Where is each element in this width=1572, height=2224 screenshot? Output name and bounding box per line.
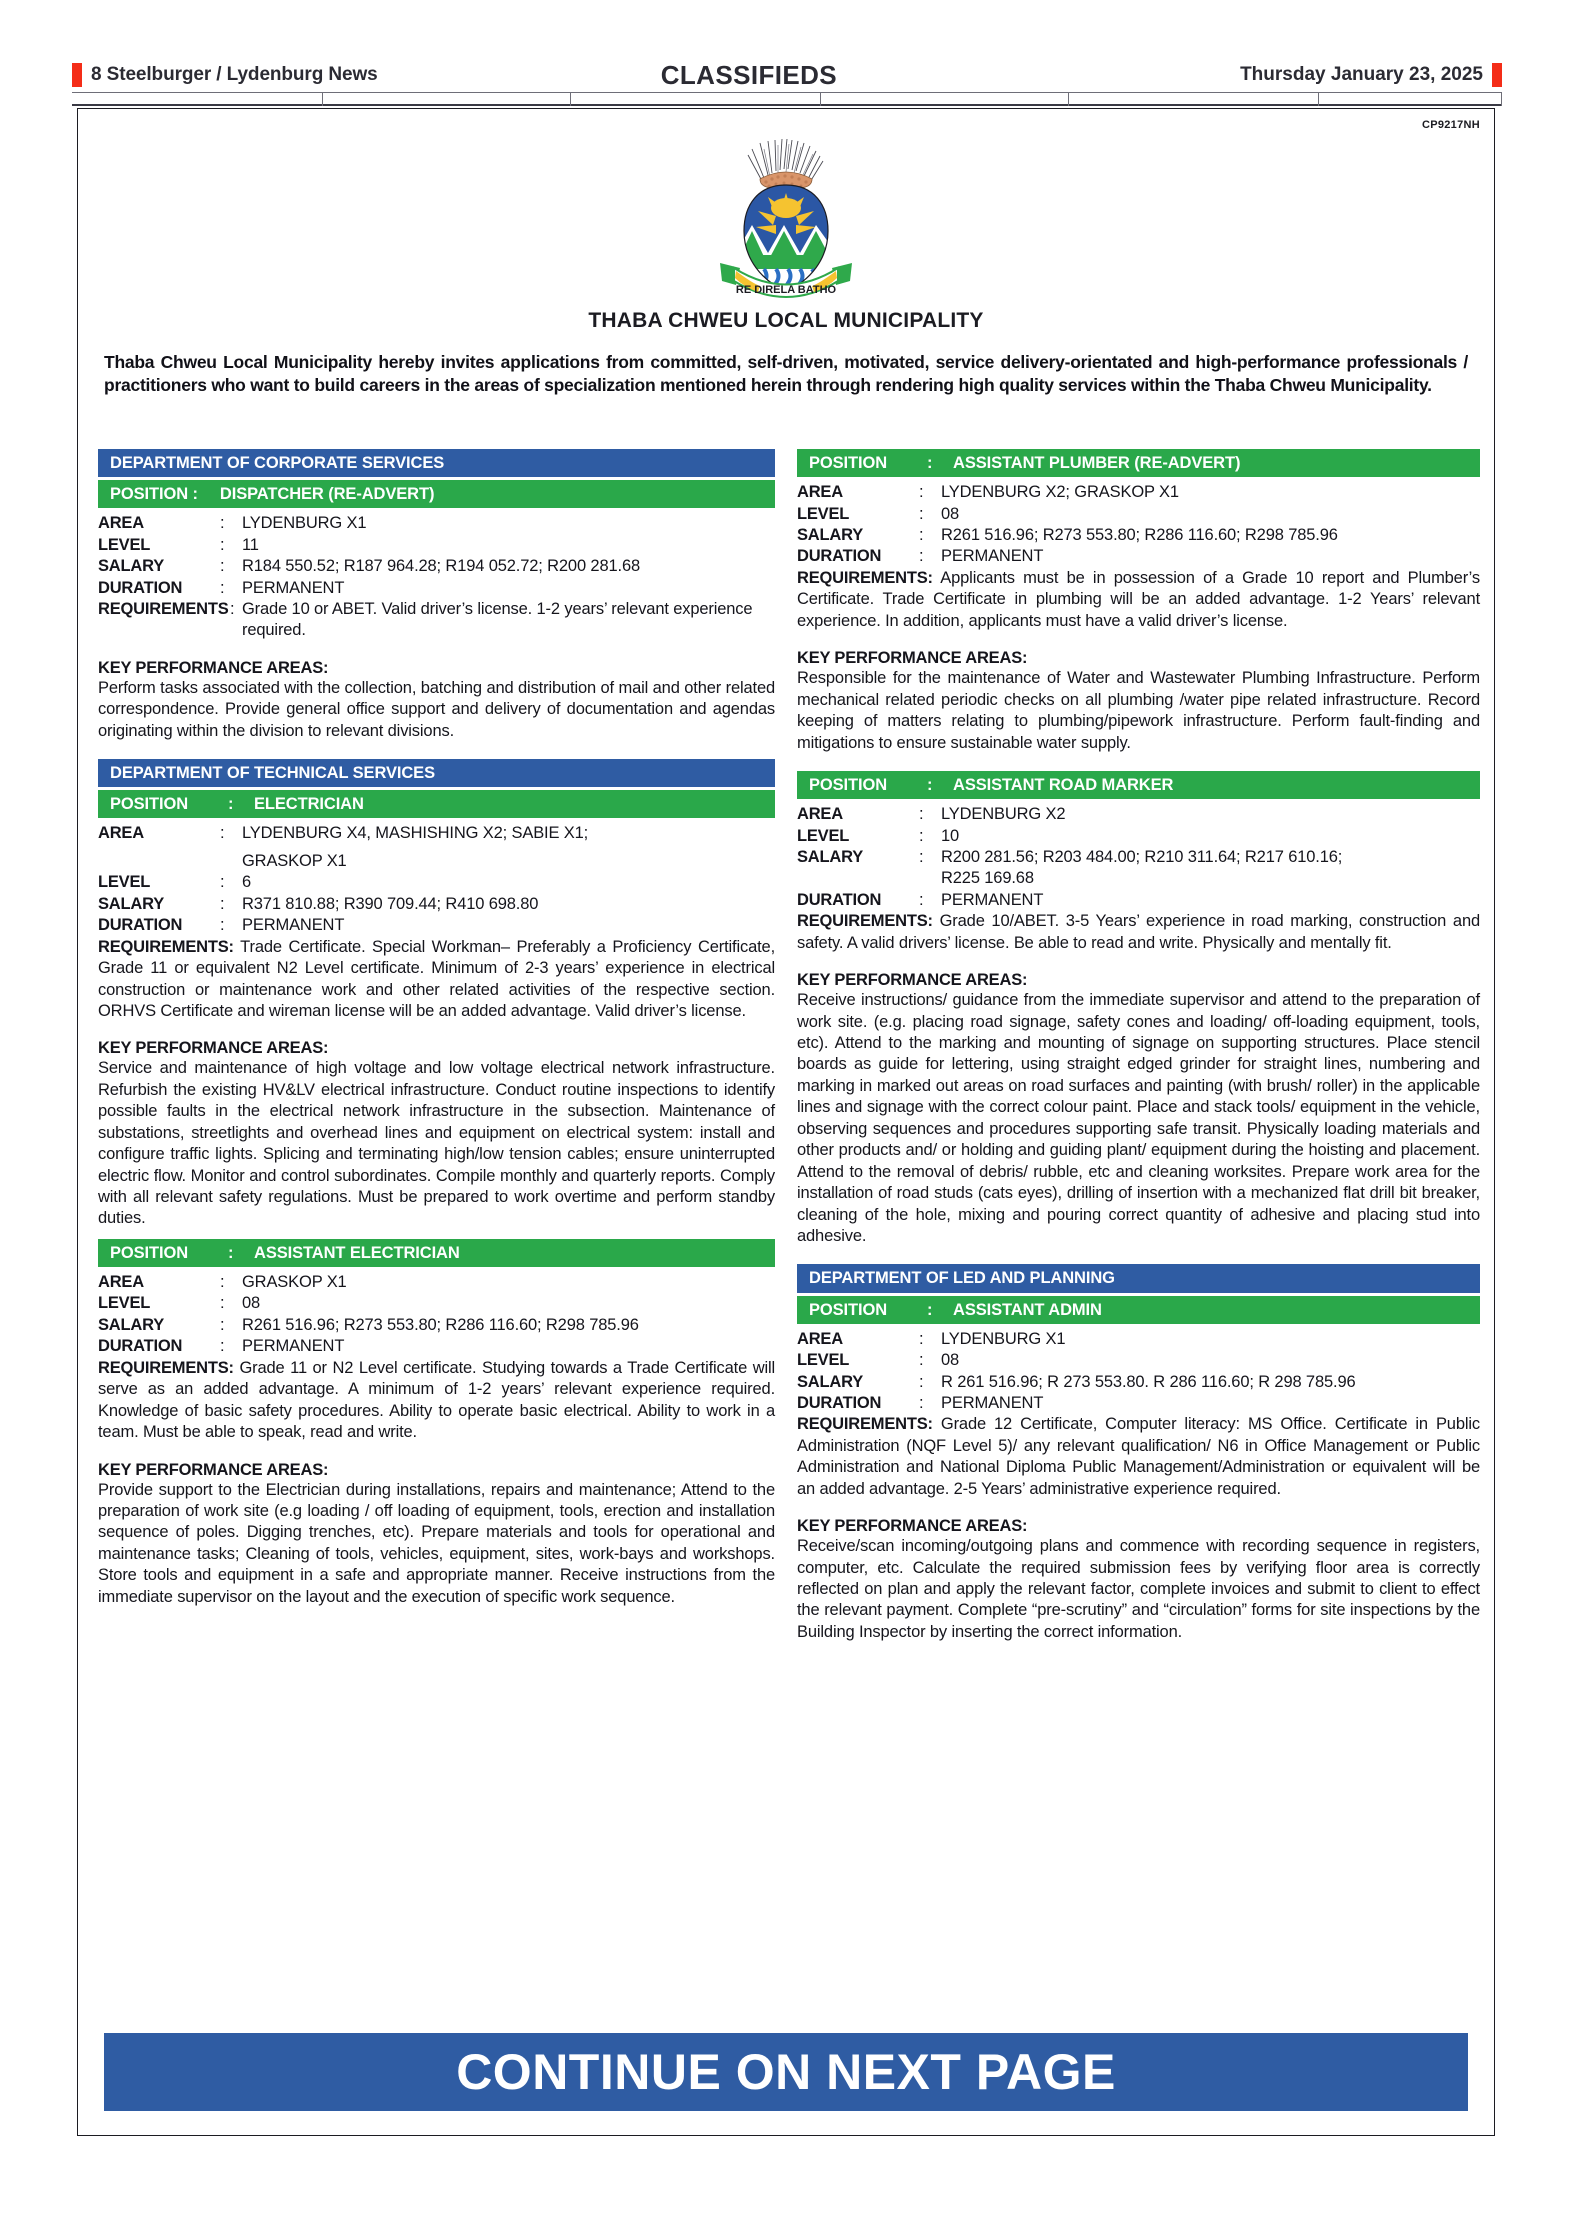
field-colon: : — [220, 535, 225, 554]
field-label: AREA — [98, 514, 144, 533]
position-value: ASSISTANT ADMIN — [953, 1300, 1102, 1319]
field-salary — [98, 894, 775, 915]
field-duration — [98, 578, 775, 599]
kpa-body-assistant-electrician: Provide support to the Electrician during installations, repairs and maintenance; Attend to the preparation of work site (e.g loading / off loading of equipment, tools, erection and installation sequence of poles. Digging trenches, etc). Prepare materials and tools for operational and maintenance tasks; Cleaning of tools, vehicles, equipment, sites, work-bays and workshops. Store tools and equipment in a safe and appropriate manner. Receive instructions from the immediate supervisor on the layout and the execution of specific work sequence. — [98, 1480, 775, 1606]
field-value: PERMANENT — [941, 547, 1044, 566]
kpa-body-electrician: Service and maintenance of high voltage and low voltage electrical network infrastructure. Refurbish the existing HV&LV electrical infrastructure. Conduct routine inspections to identify possible faults in the electrical network infrastructure in the subsection. Maintenance of substations, streetlights and overhead lines and equipment on electrical system: install and configure traffic lights. Splicing and terminating high/low tension cables; ensure uninterrupted electric flow. Monitor and control subordinates. Compile monthly and quarterly reports. Comply with all relevant safety regulations. Must be prepared to work overtime and perform standby duties. — [98, 1059, 775, 1228]
requirements-colon: : — [228, 1358, 234, 1377]
field-colon: : — [220, 894, 225, 913]
field-colon: : — [919, 547, 924, 566]
municipality-crest — [92, 135, 1480, 300]
field-value: 6 — [242, 873, 252, 892]
field-area — [797, 482, 1480, 503]
department-header-corporate-services: DEPARTMENT OF CORPORATE SERVICES — [98, 449, 775, 477]
field-value: 11 — [242, 535, 259, 554]
field-colon: : — [220, 916, 225, 935]
position-colon: : — [927, 1300, 933, 1319]
field-area — [98, 1272, 775, 1293]
field-label: DURATION — [98, 916, 183, 935]
field-value: PERMANENT — [242, 578, 345, 597]
requirements-block-electrician — [98, 937, 775, 1023]
field-value: R261 516.96; R273 553.80; R286 116.60; R298 785.96 — [941, 526, 1338, 544]
masthead — [72, 58, 1502, 92]
crest-motto-text: RE DIRELA BATHO — [735, 284, 837, 296]
field-colon: : — [220, 873, 225, 892]
position-header-dispatcher — [98, 480, 775, 508]
position-colon: : — [927, 775, 933, 794]
field-value: Grade 10 or ABET. Valid driver’s license. 1-2 years’ relevant experience required. — [242, 600, 753, 640]
kpa-body-dispatcher: Perform tasks associated with the collection, batching and distribution of mail and other related correspondence. Provide general office support and delivery of documentation and agendas originating within the division to relevant divisions. — [98, 678, 775, 740]
field-value: R 261 516.96; R 273 553.80. R 286 116.60; R 298 785.96 — [941, 1372, 1356, 1391]
field-colon: : — [220, 514, 225, 533]
field-level — [98, 872, 775, 893]
kpa-body-assistant-road-marker: Receive instructions/ guidance from the immediate supervisor and attend to the preparation of work site. (e.g. placing road signage, safety cones and loading/ off-loading equipment, tools, etc). Attend to the marking and mounting of signage on supporting structures. Place stencil boards as guide for lettering, using straight edged grinder for straight lines, numbering and marking in marked out areas on road surfaces and painting (with brush/ roller) in the applicable lines and signage with the correct colour paint. Place and stack tools/ equipment in the vehicle, observing sequences and procedures supporting safe transit. Physically loading materials and other products and/ or holding and guiding plant/ equipment during the hoisting and placement. Attend to the removal of debris/ rubble, etc and cleaning worksites. Prepare work area for the installation of road studs (cats eyes), drilling of insertion with a mechanized flat drill bit breaker, cleaning of the hole, mixing and pouring correct quantity of adhesive and placing stud into adhesive. — [797, 991, 1480, 1245]
field-level — [797, 1350, 1480, 1371]
kpa-heading: KEY PERFORMANCE AREAS: — [797, 971, 1028, 990]
field-value: 08 — [941, 504, 960, 523]
field-colon: : — [220, 1315, 225, 1334]
field-area — [797, 804, 1480, 825]
coat-of-arms-icon — [706, 135, 866, 300]
requirements-label: REQUIREMENTS — [98, 937, 229, 956]
field-value-line2: R225 169.68 — [941, 869, 1034, 888]
job-fields-electrician — [98, 823, 775, 936]
kpa-heading: KEY PERFORMANCE AREAS: — [98, 1460, 329, 1479]
red-tab-icon — [72, 63, 82, 87]
kpa-heading: KEY PERFORMANCE AREAS: — [797, 1517, 1028, 1536]
requirements-text: Grade 11 or N2 Level certificate. Studying towards a Trade Certificate will serve as an added advantage. A minimum of 1-2 years’ relevant experience required. Knowledge of basic safety procedures. Ability to operate basic electrical. Ability to work in a team. Must be able to speak, read and write. — [98, 1358, 776, 1442]
position-label: POSITION — [809, 775, 888, 794]
red-tab-icon — [1492, 63, 1502, 87]
field-value-line1: R200 281.56; R203 484.00; R210 311.64; R217 610.16; — [941, 847, 1343, 866]
position-value: ASSISTANT ROAD MARKER — [953, 775, 1174, 794]
field-colon: : — [919, 1393, 924, 1412]
field-value: 08 — [242, 1294, 261, 1313]
field-salary — [797, 525, 1480, 546]
position-label: POSITION — [110, 1243, 189, 1262]
kpa-body-assistant-plumber: Responsible for the maintenance of Water and Wastewater Plumbing Infrastructure. Perform mechanical related periodic checks on all plumbing /water pipe related infrastructure. Record keeping of matters relating to plumbing/pipework infrastructure. Perform fault-finding and mitigations to ensure sustainable water supply. — [797, 669, 1480, 752]
field-value: LYDENBURG X2 — [941, 805, 1066, 824]
continue-on-next-page-banner — [104, 2033, 1468, 2111]
field-value: PERMANENT — [941, 1393, 1044, 1412]
job-fields-assistant-admin — [797, 1329, 1480, 1415]
field-colon: : — [220, 1273, 225, 1291]
kpa-heading: KEY PERFORMANCE AREAS: — [98, 1039, 329, 1058]
advert-frame — [77, 108, 1495, 2136]
field-label: DURATION — [98, 578, 183, 597]
requirements-colon: : — [927, 1415, 933, 1434]
field-colon: : — [220, 1337, 225, 1356]
field-value: R261 516.96; R273 553.80; R286 116.60; R298 785.96 — [242, 1315, 639, 1334]
field-value: PERMANENT — [941, 890, 1044, 909]
paper-name: 8 Steelburger / Lydenburg News — [91, 64, 378, 85]
field-level — [797, 504, 1480, 525]
field-label: AREA — [797, 1329, 843, 1348]
field-value: PERMANENT — [242, 916, 345, 935]
field-label: SALARY — [797, 847, 864, 866]
field-level — [98, 535, 775, 556]
field-colon: : — [220, 1294, 225, 1313]
field-area — [98, 513, 775, 534]
requirements-label: REQUIREMENTS — [797, 1415, 928, 1434]
kpa-heading: KEY PERFORMANCE AREAS: — [98, 658, 329, 677]
field-area — [98, 823, 775, 872]
job-fields-assistant-electrician — [98, 1272, 775, 1358]
continue-banner-label: CONTINUE ON NEXT PAGE — [456, 2044, 1116, 2100]
field-colon: : — [919, 890, 924, 909]
position-label: POSITION — [809, 1300, 888, 1319]
field-colon: : — [919, 1329, 924, 1348]
field-label: AREA — [98, 824, 144, 843]
field-label: SALARY — [797, 526, 864, 544]
field-value — [941, 847, 1480, 890]
requirements-colon: : — [927, 568, 933, 587]
field-label: DURATION — [797, 890, 882, 909]
field-value: 08 — [941, 1351, 960, 1370]
field-value: R184 550.52; R187 964.28; R194 052.72; R200 281.68 — [242, 557, 640, 576]
field-duration — [797, 1393, 1480, 1414]
field-level — [797, 826, 1480, 847]
field-duration — [797, 546, 1480, 567]
position-header-electrician — [98, 790, 775, 818]
field-label: AREA — [98, 1273, 144, 1291]
position-header-assistant-plumber — [797, 449, 1480, 477]
field-label: LEVEL — [98, 873, 151, 892]
department-header-led-and-planning: DEPARTMENT OF LED AND PLANNING — [797, 1264, 1480, 1292]
position-value: ELECTRICIAN — [254, 795, 364, 814]
position-colon: : — [927, 454, 933, 472]
field-value-line2: GRASKOP X1 — [242, 851, 347, 870]
section-title: CLASSIFIEDS — [660, 59, 838, 90]
field-label: SALARY — [98, 894, 165, 913]
position-label: POSITION : — [110, 485, 198, 504]
requirements-text: Trade Certificate. Special Workman– Preferably a Proficiency Certificate, Grade 11 or equivalent N2 Level certificate. Minimum of 2-3 years’ experience in electrical construction or maintenance work and other related activities of the respective section. ORHVS Certificate and wireman license will be an added advantage. Valid driver’s license. — [98, 937, 775, 1020]
field-colon: : — [919, 847, 924, 866]
field-label: AREA — [797, 805, 843, 824]
requirements-text: Applicants must be in possession of a Grade 10 report and Plumber’s Certificate. Trade Certificate in plumbing will be an added advantage. 1-2 Years’ relevant experience. In addition, applicants must have a valid driver’s license. — [797, 568, 1480, 630]
field-duration — [98, 1336, 775, 1357]
field-area — [797, 1329, 1480, 1350]
field-label: SALARY — [797, 1372, 864, 1391]
field-salary — [797, 1372, 1480, 1393]
advert-columns — [92, 449, 1480, 2007]
field-salary — [98, 1315, 775, 1336]
requirements-label: REQUIREMENTS — [797, 568, 928, 587]
field-value: 10 — [941, 826, 960, 845]
field-colon: : — [919, 483, 924, 502]
field-label: SALARY — [98, 1315, 165, 1334]
field-label: DURATION — [98, 1337, 183, 1356]
requirements-block-assistant-road-marker — [797, 911, 1480, 954]
field-label: SALARY — [98, 557, 165, 576]
field-label: AREA — [797, 483, 843, 502]
advert-intro-paragraph: Thaba Chweu Local Municipality hereby invites applications from committed, self-driven, motivated, service delivery-orientated and high-performance professionals / practitioners who want to build careers in the areas of specialization mentioned herein through rendering high quality services within the Thaba Chweu Municipality. — [104, 352, 1468, 396]
field-value: R371 810.88; R390 709.44; R410 698.80 — [242, 894, 539, 913]
field-colon: : — [220, 557, 225, 576]
requirements-label: REQUIREMENTS — [797, 912, 928, 931]
field-colon: : — [220, 824, 225, 843]
kpa-body-assistant-admin: Receive/scan incoming/outgoing plans and commence with recording sequence in registers, computer, etc. Calculate the required submission fees by verifying floor area is correctly reflected on plan and apply the relevant factor, complete invoices and submit to client to effect the relevant payment. Complete “pre-scrutiny” and “circulation” forms for site inspections by the Building Inspector by inserting the correct information. — [797, 1537, 1480, 1641]
position-value: DISPATCHER (RE-ADVERT) — [219, 485, 435, 504]
field-label: LEVEL — [98, 535, 151, 554]
masthead-left — [72, 63, 378, 87]
field-colon: : — [230, 600, 235, 618]
field-level — [98, 1293, 775, 1314]
kpa-heading: KEY PERFORMANCE AREAS: — [797, 649, 1028, 668]
position-value: ASSISTANT PLUMBER (RE-ADVERT) — [953, 454, 1241, 472]
right-column — [797, 449, 1480, 2007]
field-value: LYDENBURG X1 — [242, 514, 367, 533]
field-duration — [797, 890, 1480, 911]
field-value: PERMANENT — [242, 1337, 345, 1356]
masthead-ruler — [72, 92, 1502, 106]
requirements-colon: : — [228, 937, 234, 956]
requirements-colon: : — [927, 912, 933, 931]
position-header-assistant-electrician — [98, 1239, 775, 1267]
advert-reference-code: CP9217NH — [1421, 119, 1480, 131]
field-label: LEVEL — [98, 1294, 151, 1313]
field-value: LYDENBURG X1 — [941, 1329, 1066, 1348]
field-colon: : — [919, 526, 924, 544]
position-label: POSITION — [110, 795, 189, 814]
job-fields-assistant-road-marker — [797, 804, 1480, 911]
field-colon: : — [919, 1351, 924, 1370]
field-colon: : — [919, 504, 924, 523]
department-header-technical-services: DEPARTMENT OF TECHNICAL SERVICES — [98, 759, 775, 787]
job-fields-assistant-plumber — [797, 482, 1480, 568]
position-header-assistant-road-marker — [797, 771, 1480, 799]
left-column — [92, 449, 775, 2007]
organisation-title: THABA CHWEU LOCAL MUNICIPALITY — [588, 309, 984, 332]
field-colon: : — [919, 805, 924, 824]
requirements-text: Grade 12 Certificate, Computer literacy: MS Office. Certificate in Public Administration (NQF Level 5)/ any relevant qualification/ N6 in Office Management or Public Administration and National Diploma Public Management/Administration or equivalent will be an added advantage. 2-5 Years’ administrative experience required. — [797, 1415, 1480, 1498]
job-fields-dispatcher — [98, 513, 775, 642]
position-header-assistant-admin — [797, 1296, 1480, 1324]
requirements-label: REQUIREMENTS — [98, 1358, 229, 1377]
field-value: LYDENBURG X2; GRASKOP X1 — [941, 483, 1179, 502]
masthead-right — [1240, 63, 1502, 87]
requirements-text: Grade 10/ABET. 3-5 Years’ experience in road marking, construction and safety. A valid drivers’ license. Be able to read and write. Physically and mentally fit. — [797, 912, 1480, 952]
field-requirements — [98, 599, 775, 642]
position-colon: : — [228, 1243, 234, 1262]
field-duration — [98, 915, 775, 936]
requirements-block-assistant-admin — [797, 1414, 1480, 1500]
position-label: POSITION — [809, 454, 888, 472]
field-salary — [98, 556, 775, 577]
field-label: LEVEL — [797, 826, 850, 845]
field-value: GRASKOP X1 — [242, 1273, 347, 1291]
field-colon: : — [220, 578, 225, 597]
position-value: ASSISTANT ELECTRICIAN — [254, 1243, 460, 1262]
field-label: REQUIREMENTS — [98, 600, 229, 618]
requirements-block-assistant-electrician — [98, 1358, 775, 1444]
field-label: DURATION — [797, 547, 882, 566]
requirements-block-assistant-plumber — [797, 568, 1480, 632]
field-label: DURATION — [797, 1393, 882, 1412]
field-colon: : — [919, 826, 924, 845]
field-value — [242, 823, 775, 872]
field-colon: : — [919, 1372, 924, 1391]
position-colon: : — [228, 795, 234, 814]
field-label: LEVEL — [797, 1351, 850, 1370]
field-label: LEVEL — [797, 504, 850, 523]
field-salary — [797, 847, 1480, 890]
field-value-line1: LYDENBURG X4, MASHISHING X2; SABIE X1; — [242, 824, 589, 843]
issue-date: Thursday January 23, 2025 — [1240, 64, 1483, 85]
